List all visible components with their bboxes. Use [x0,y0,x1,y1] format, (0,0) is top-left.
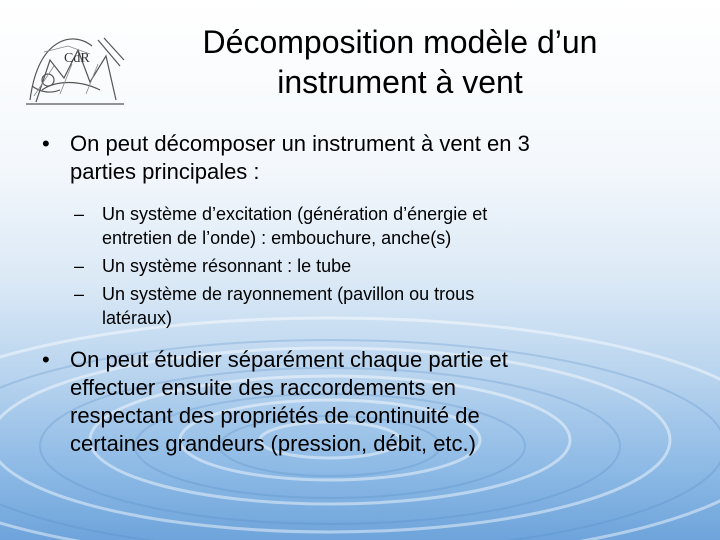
bullet-text-line: On peut étudier séparément chaque partie et [70,347,508,372]
logo-image [20,20,130,110]
sub-bullet-text-line: Un système de rayonnement (pavillon ou trous [102,284,475,304]
bullet-item [38,130,678,186]
bullet-marker: • [42,131,50,156]
bullet-text-line: certaines grandeurs (pression, débit, etc.) [70,431,476,456]
title-line: instrument à vent [277,64,523,100]
sub-bullet-text-line: Un système d’excitation (génération d’énergie et [102,204,488,224]
bullet-marker: • [42,347,50,372]
sub-bullet-text-line: entretien de l’onde) : embouchure, anche(s) [102,228,452,248]
dash-marker: – [74,204,85,224]
bullet-item [38,346,678,458]
bullet-text-line: On peut décomposer un instrument à vent en 3 [70,131,530,156]
bullet-text-line: respectant des propriétés de continuité de [70,403,480,428]
dash-marker: – [74,256,85,276]
bullet-text-line: parties principales : [70,159,260,184]
sub-bullet-list [74,202,678,330]
sub-bullet-text-line: latéraux) [102,308,173,328]
logo-text: CdR [64,51,90,66]
sub-bullet-item [74,202,678,250]
slide-body [38,130,678,458]
bullet-text-line: effectuer ensuite des raccordements en [70,375,457,400]
sub-bullet-item [74,282,678,330]
title-line: Décomposition modèle d’un [202,24,598,60]
dash-marker: – [74,284,85,304]
sub-bullet-text-line: Un système résonnant : le tube [102,256,352,276]
slide-title [140,22,660,102]
sub-bullet-item [74,254,678,278]
